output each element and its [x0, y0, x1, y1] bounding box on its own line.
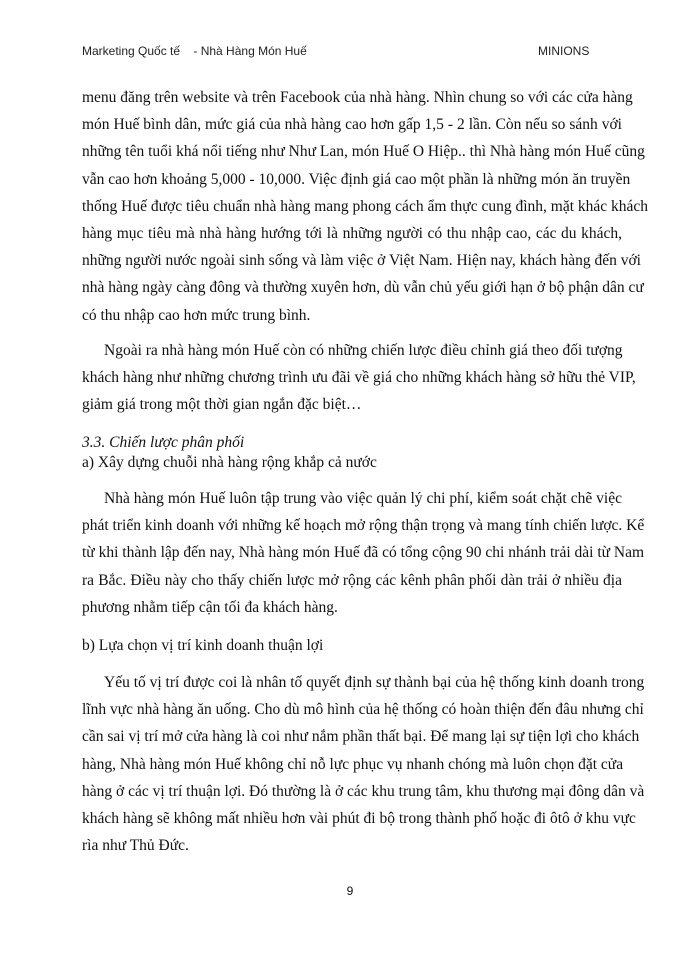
- paragraph-line: Yếu tố vị trí được coi là nhân tố quyết định sự thành bại của hệ thống kinh doanh trong: [104, 674, 645, 691]
- section-heading: 3.3. Chiến lược phân phối: [82, 434, 245, 451]
- paragraph-line: thống Huế được tiêu chuẩn nhà hàng mang phong cách ẩm thực cung đình, mặt khác khách: [82, 197, 649, 215]
- paragraph-line: phương nhằm tiếp cận tối đa khách hàng.: [82, 598, 338, 616]
- paragraph-line: có thu nhập cao hơn mức trung bình.: [82, 306, 311, 324]
- running-header-team: MINIONS: [538, 44, 590, 58]
- paragraph-line: nhà hàng ngày càng đông và thường xuyên hơn, dù vẫn chủ yếu giới hạn ở bộ phận dân cư: [82, 279, 644, 297]
- paragraph-line: khách hàng sẽ không mất nhiều hơn vài phút đi bộ trong thành phố hoặc đi ôtô ở khu vực: [82, 810, 636, 827]
- paragraph-line: hàng, Nhà hàng món Huế không chỉ nỗ lực phục vụ nhanh chóng mà luôn chọn đặt cửa: [82, 755, 624, 773]
- paragraph-line: khách hàng như những chương trình ưu đãi về giá cho những khách hàng sở hữu thẻ VIP,: [82, 369, 636, 387]
- paragraph-line: từ khi thành lập đến nay, Nhà hàng món Huế đã có tổng cộng 90 chi nhánh trải dài từ Nam: [82, 544, 645, 562]
- page-number: 9: [346, 884, 354, 898]
- paragraph-line: món Huế bình dân, mức giá của nhà hàng cao hơn gấp 1,5 - 2 lần. Còn nếu so sánh với: [82, 116, 622, 134]
- running-header-title: Marketing Quốc tế - Nhà Hàng Món Huế: [82, 44, 307, 58]
- paragraph-line: phát triển kinh doanh với những kế hoạch mở rộng thận trọng và mang tính chiến lược. Kể: [82, 517, 645, 535]
- paragraph-line: những người nước ngoài sinh sống và làm việc ở Việt Nam. Hiện nay, khách hàng đến với: [82, 252, 641, 270]
- subsection-heading: a) Xây dựng chuỗi nhà hàng rộng khắp cả nước: [82, 454, 377, 471]
- paragraph-line: Nhà hàng món Huế luôn tập trung vào việc quản lý chi phí, kiểm soát chặt chẽ việc: [104, 490, 622, 507]
- paragraph-line: ra Bắc. Điều này cho thấy chiến lược mở rộng các kênh phân phối dàn trải ở nhiều địa: [82, 571, 622, 589]
- paragraph-line: hàng mục tiêu mà nhà hàng hướng tới là những người có thu nhập cao, các du khách,: [82, 225, 622, 242]
- paragraph-line: Ngoài ra nhà hàng món Huế còn có những chiến lược điều chỉnh giá theo đối tượng: [104, 342, 623, 359]
- paragraph-line: cần sai vị trí mở cửa hàng là coi như nắm phần thất bại. Để mang lại sự tiện lợi cho khách: [82, 728, 640, 746]
- paragraph-line: lĩnh vực nhà hàng ăn uống. Cho dù mô hình của hệ thống có hoàn thiện đến đâu nhưng chỉ: [82, 701, 644, 719]
- paragraph-line: vẫn cao hơn khoảng 5,000 - 10,000. Việc định giá cao một phần là những món ăn truyền: [82, 170, 631, 188]
- paragraph-line: những tên tuổi khá nổi tiếng như Như Lan, món Huế O Hiệp.. thì Nhà hàng món Huế cũng: [82, 143, 645, 161]
- paragraph-line: hàng ở các vị trí thuận lợi. Đó thường là ở các khu trung tâm, khu thương mại đông dân và: [82, 782, 645, 800]
- paragraph-line: rìa như Thủ Đức.: [82, 837, 189, 855]
- paragraph-line: menu đăng trên website và trên Facebook của nhà hàng. Nhìn chung so với các cửa hàng: [82, 89, 633, 106]
- paragraph-line: giảm giá trong một thời gian ngắn đặc biệt…: [82, 396, 362, 414]
- subsection-heading: b) Lựa chọn vị trí kinh doanh thuận lợi: [82, 637, 324, 654]
